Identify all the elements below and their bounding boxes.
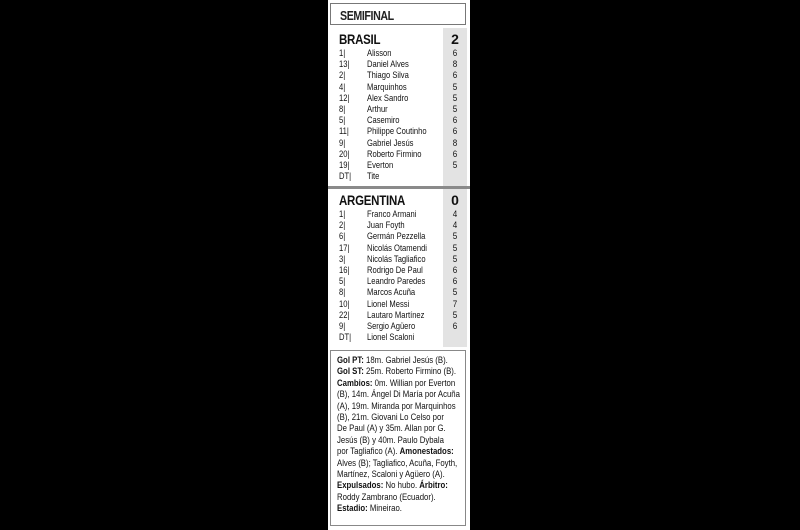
player-row <box>330 126 467 137</box>
player-row <box>330 254 467 265</box>
player-name: Sergio Agüero <box>367 321 416 332</box>
player-row <box>330 149 467 160</box>
player-name: Nicolás Tagliafico <box>367 253 426 265</box>
player-number: 17| <box>339 242 350 254</box>
player-row <box>330 265 467 276</box>
player-row <box>330 299 467 310</box>
player-rating: 5 <box>452 253 458 265</box>
player-row <box>330 310 467 321</box>
note-text: Mineirao. <box>367 503 402 515</box>
player-row <box>330 287 467 298</box>
player-row <box>330 70 467 81</box>
player-rating: 8 <box>452 59 458 71</box>
note-text: 25m. Roberto Firmino (B). <box>365 366 457 378</box>
team-score: 0 <box>451 192 459 208</box>
player-row <box>330 115 467 126</box>
player-name: Philippe Coutinho <box>367 126 427 138</box>
player-name: Marcos Acuña <box>367 287 416 299</box>
player-row <box>330 160 467 171</box>
note-text: No hubo. <box>383 480 420 492</box>
player-name: Everton <box>367 160 394 171</box>
player-row <box>330 231 467 242</box>
player-rating: 6 <box>452 321 458 332</box>
player-row <box>330 332 467 343</box>
note-text: 18m. Gabriel Jesús (B). <box>365 355 448 366</box>
note-label: Estadio: <box>337 503 368 515</box>
player-name: Rodrigo De Paul <box>367 265 423 276</box>
note-label: Árbitro: <box>419 480 448 492</box>
player-row <box>330 171 467 182</box>
player-row <box>330 209 467 220</box>
note-label: Cambios: <box>337 377 373 389</box>
player-number: 12| <box>339 92 350 104</box>
player-rating: 6 <box>452 265 458 276</box>
note-text: Roddy Zambrano (Ecuador). <box>337 491 436 503</box>
player-name: Lionel Messi <box>367 298 410 310</box>
match-notes <box>330 350 466 526</box>
player-name: Roberto Firmino <box>367 148 422 160</box>
player-name: Tite <box>367 171 380 183</box>
player-name: Daniel Alves <box>367 59 409 71</box>
player-row <box>330 82 467 93</box>
player-name: Lautaro Martínez <box>367 309 425 321</box>
player-name: Nicolás Otamendi <box>367 242 427 254</box>
player-name: Thiago Silva <box>367 70 409 82</box>
player-number: 1| <box>339 48 346 59</box>
player-row <box>330 243 467 254</box>
player-number: 9| <box>339 137 346 149</box>
team-name: ARGENTINA <box>339 192 406 208</box>
player-name: Germán Pezzella <box>367 231 426 243</box>
player-row <box>330 59 467 70</box>
player-rating: 7 <box>452 298 458 310</box>
player-number: 11| <box>339 126 349 138</box>
player-number: DT| <box>339 171 352 183</box>
match-card <box>328 0 470 530</box>
player-name: Marquinhos <box>367 81 407 93</box>
player-number: 4| <box>339 81 346 93</box>
player-rating: 6 <box>452 126 458 138</box>
player-number: 1| <box>339 209 346 220</box>
player-number: 2| <box>339 220 346 232</box>
player-rating: 6 <box>452 48 458 59</box>
note-text: 0m. Willian por Everton (B), 14m. Ángel Di María por Acuña (A), 19m. Miranda por Marquinhos (B), 21m. Giovani Lo Celso por De Paul (A) y 35m. Allan por G. Jesús (B) y 40m. Paulo Dybala por Tagliafico (A). <box>337 377 460 458</box>
team-block-brasil <box>330 28 467 186</box>
player-rating: 4 <box>452 220 458 232</box>
player-name: Arthur <box>367 104 388 115</box>
team-score: 2 <box>451 31 459 47</box>
player-number: 9| <box>339 321 346 332</box>
player-name: Alex Sandro <box>367 92 409 104</box>
player-number: DT| <box>339 332 352 344</box>
note-label: Amonestados: <box>399 446 454 458</box>
player-row <box>330 48 467 59</box>
player-number: 6| <box>339 231 346 243</box>
player-row <box>330 276 467 287</box>
team-block-argentina <box>330 189 467 347</box>
player-row <box>330 220 467 231</box>
player-rating: 5 <box>452 160 458 171</box>
stage-header <box>330 3 466 25</box>
player-number: 2| <box>339 70 346 82</box>
player-rating: 5 <box>452 92 458 104</box>
notes-text <box>337 355 460 515</box>
player-name: Casemiro <box>367 115 400 127</box>
player-row <box>330 93 467 104</box>
player-rating: 6 <box>452 148 458 160</box>
player-rating: 5 <box>452 309 458 321</box>
team-name: BRASIL <box>339 31 381 47</box>
player-number: 16| <box>339 265 350 276</box>
note-label: Gol PT: <box>337 355 364 366</box>
player-row <box>330 104 467 115</box>
player-name: Leandro Paredes <box>367 276 426 288</box>
player-number: 3| <box>339 253 346 265</box>
player-number: 22| <box>339 309 350 321</box>
player-number: 8| <box>339 287 346 299</box>
stage-title: SEMIFINAL <box>340 8 394 23</box>
player-number: 10| <box>339 298 350 310</box>
note-label: Gol ST: <box>337 366 364 378</box>
player-rating: 5 <box>452 81 458 93</box>
player-row <box>330 321 467 332</box>
player-number: 13| <box>339 59 350 71</box>
player-number: 5| <box>339 115 346 127</box>
player-name: Franco Armani <box>367 209 417 220</box>
player-number: 19| <box>339 160 350 171</box>
player-rating: 6 <box>452 276 458 288</box>
player-name: Juan Foyth <box>367 220 405 232</box>
player-name: Gabriel Jesús <box>367 137 414 149</box>
player-name: Lionel Scaloni <box>367 332 415 344</box>
player-row <box>330 138 467 149</box>
player-rating: 5 <box>452 104 458 115</box>
player-rating: 5 <box>452 242 458 254</box>
note-label: Expulsados: <box>337 480 384 492</box>
player-rating: 6 <box>452 115 458 127</box>
player-number: 8| <box>339 104 346 115</box>
player-name: Alisson <box>367 48 392 59</box>
player-rating: 6 <box>452 70 458 82</box>
player-number: 20| <box>339 148 350 160</box>
note-text: Alves (B); Tagliafico, Acuña, Foyth, Martínez, Scaloni y Agüero (A). <box>337 457 458 481</box>
player-rating: 5 <box>452 287 458 299</box>
player-rating: 8 <box>452 137 458 149</box>
player-rating: 4 <box>452 209 458 220</box>
player-rating: 5 <box>452 231 458 243</box>
player-number: 5| <box>339 276 346 288</box>
